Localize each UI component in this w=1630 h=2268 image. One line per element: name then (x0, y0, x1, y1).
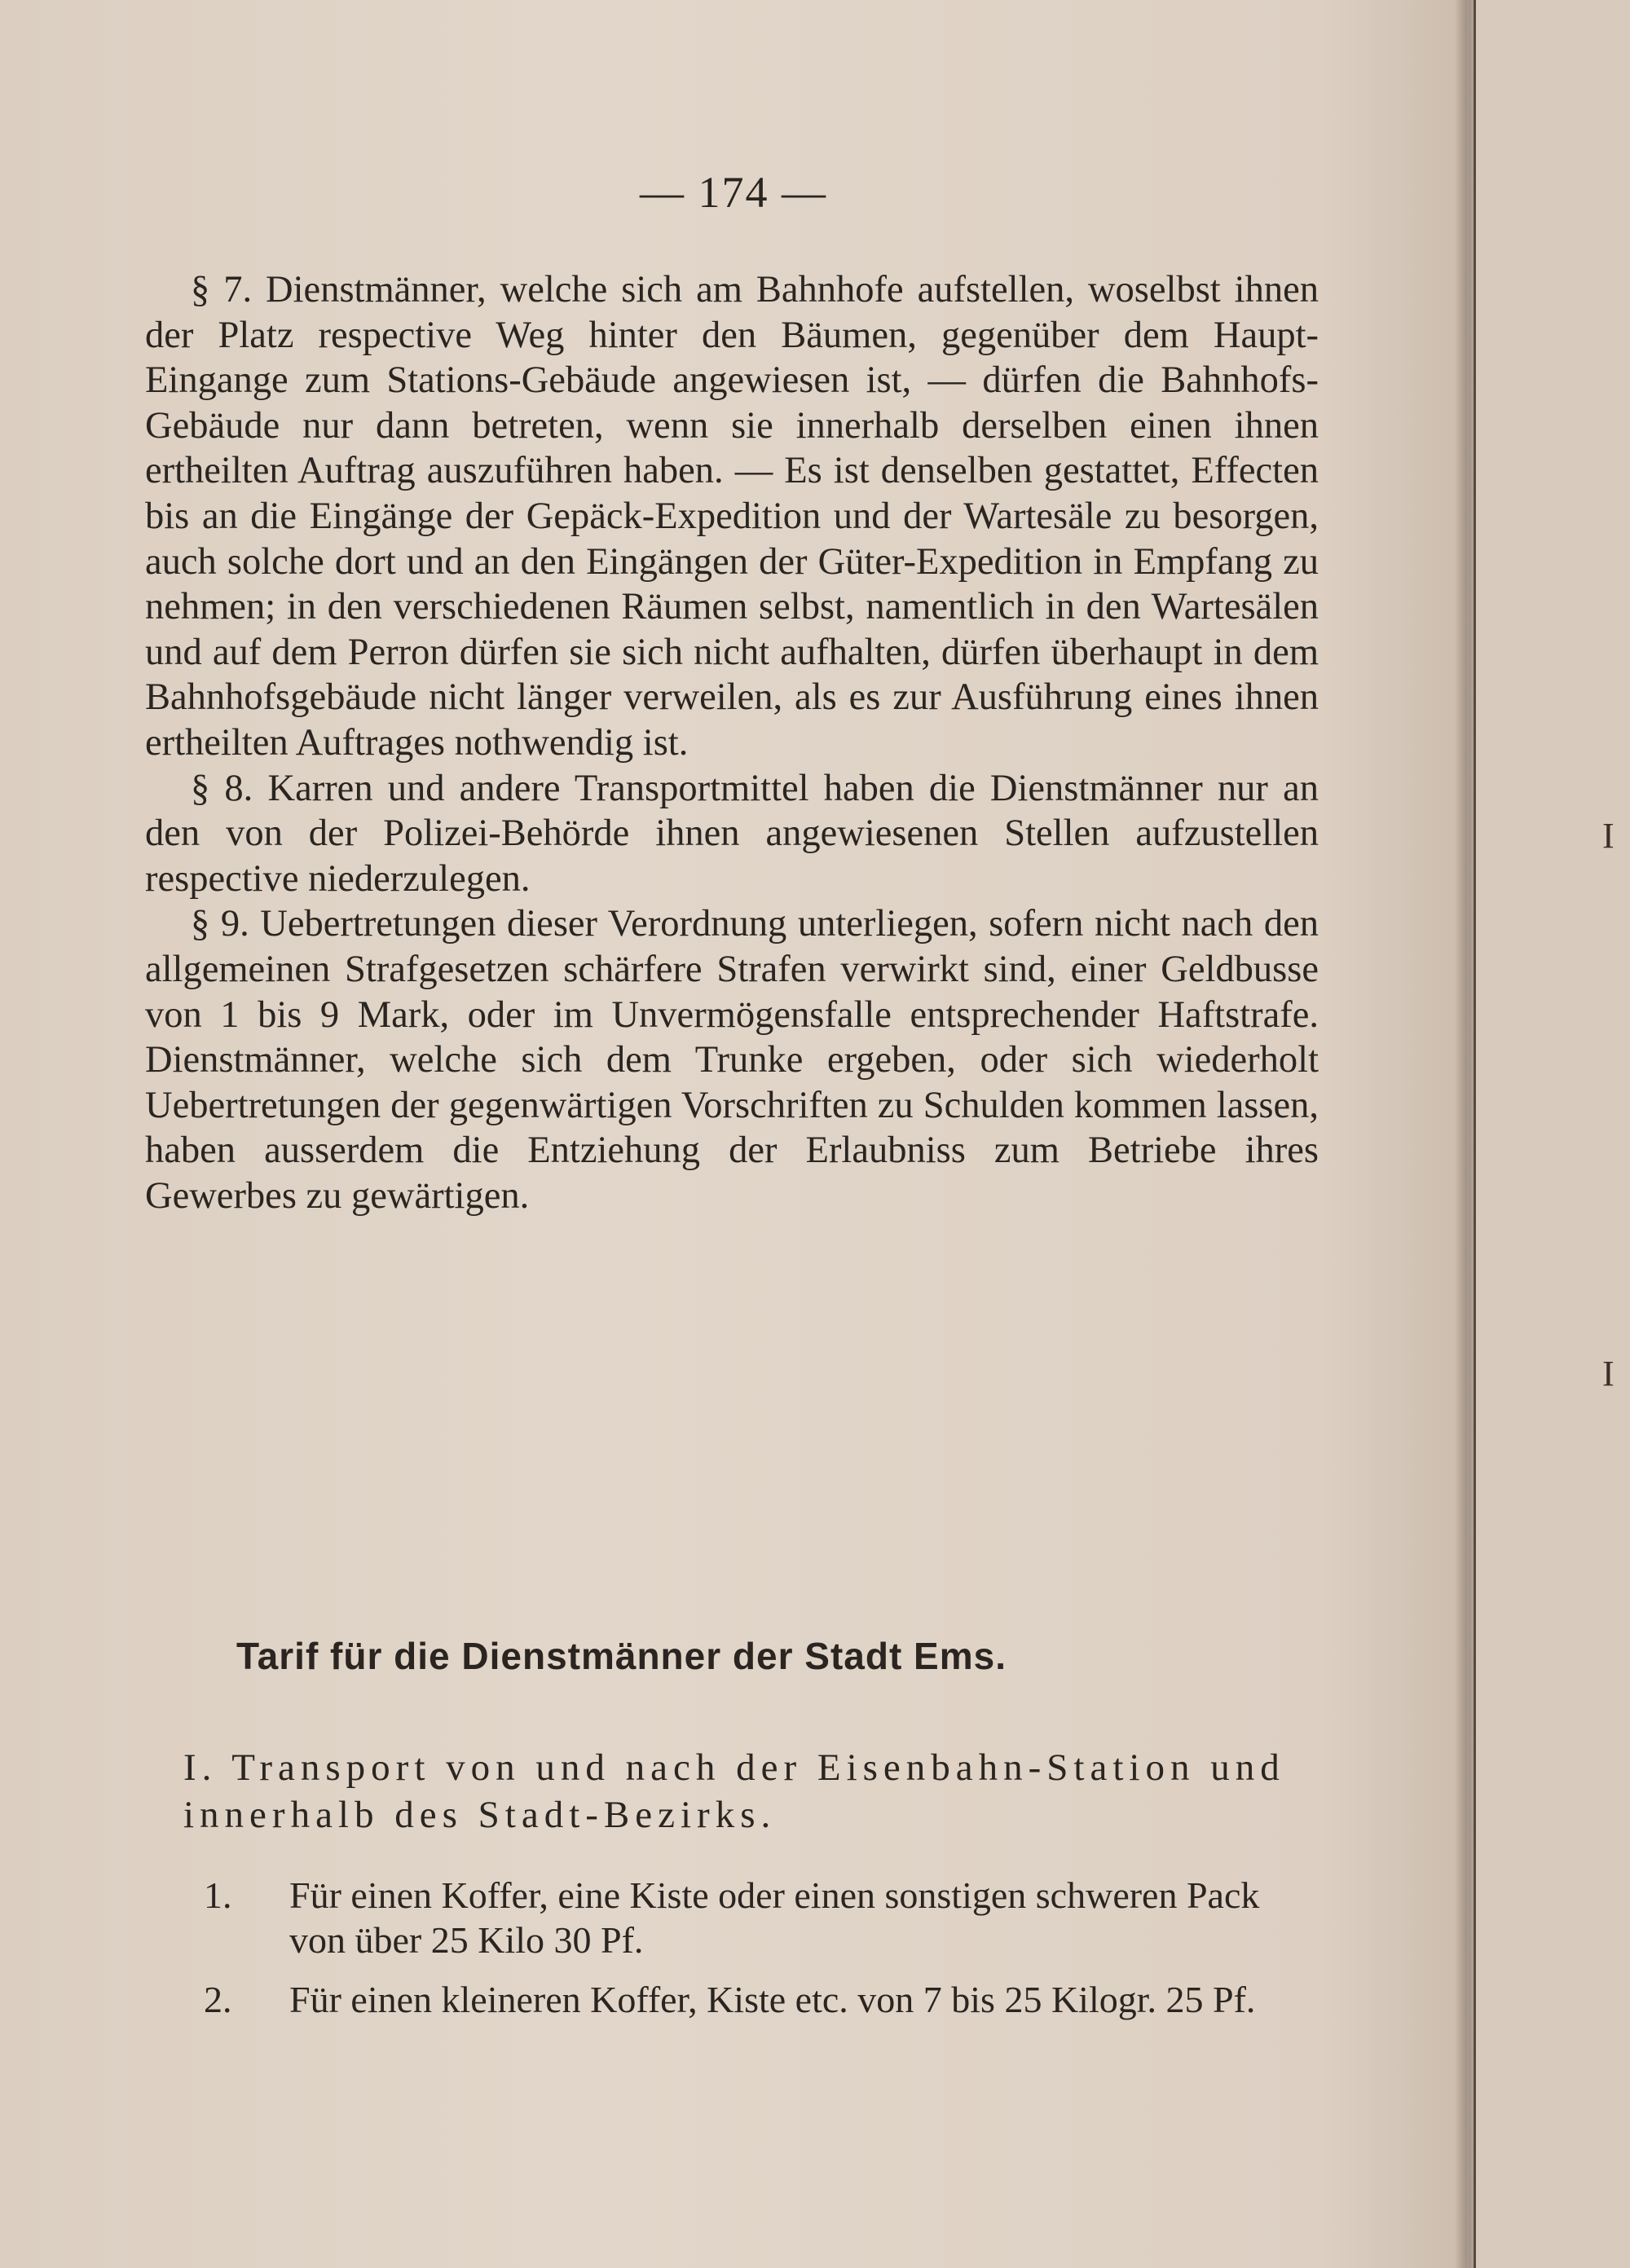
tariff-item (204, 1977, 1320, 2022)
regulation-text (145, 267, 1319, 1218)
adjacent-page-edge (1474, 0, 1630, 2268)
tariff-item-text: Für einen Koffer, eine Kiste oder einen sonstigen schweren Pack von über 25 Kilo 30 Pf. (289, 1874, 1260, 1961)
tariff-item-number: 1. (204, 1874, 232, 1916)
tariff-items (204, 1873, 1320, 2037)
paragraph-8: § 8. Karren und andere Transportmittel haben die Dienstmänner nur an den von der Polizei-Behörde ihnen angewiesenen Stellen aufzustellen respective niederzulegen. (145, 767, 1319, 900)
tariff-item-text: Für einen kleineren Koffer, Kiste etc. von 7 bis 25 Kilogr. 25 Pf. (289, 1979, 1256, 2020)
tariff-item (204, 1873, 1320, 1962)
margin-glyph: I (1602, 816, 1615, 856)
margin-glyph: I (1602, 1354, 1615, 1394)
page-number: — 174 — (640, 168, 827, 217)
tariff-section-title: I. Transport von und nach der Eisenbahn-Station und innerhalb des Stadt-Bezirks. (183, 1746, 1285, 1836)
paragraph-7: § 7. Dienstmänner, welche sich am Bahnhofe aufstellen, woselbst ihnen der Platz respective Weg hinter den Bäumen, gegenüber dem Haupt-Eingange zum Stations-Gebäude angewiesen ist, — dürfen die Bahnhofs-Gebäude nur dann betreten, wenn sie innerhalb derselben einen ihnen ertheilten Auftrag auszuführen haben. — Es ist denselben gestattet, Effecten bis an die Eingänge der Gepäck-Expedition und der Wartesäle zu besorgen, auch solche dort und an den Eingängen der Güter-Expedition in Empfang zu nehmen; in den verschiedenen Räumen selbst, namentlich in den Wartesälen und auf dem Perron dürfen sie sich nicht aufhalten, dürfen überhaupt in dem Bahnhofsgebäude nicht länger verweilen, als es zur Ausführung eines ihnen ertheilten Auftrages nothwendig ist. (145, 269, 1319, 764)
tariff-item-number: 2. (204, 1979, 232, 2020)
paragraph-9: § 9. Uebertretungen dieser Verordnung unterliegen, sofern nicht nach den allgemeinen Strafgesetzen schärfere Strafen verwirkt sind, einer Geldbusse von 1 bis 9 Mark, oder im Unvermögensfalle entsprechender Haftstrafe. Dienstmänner, welche sich dem Trunke ergeben, oder sich wiederholt Uebertretungen der gegenwärtigen Vorschriften zu Schulden kommen lassen, haben ausserdem die Entziehung der Erlaubniss zum Betriebe ihres Gewerbes zu gewärtigen. (145, 903, 1319, 1217)
tariff-heading: Tarif für die Dienstmänner der Stadt Ems. (236, 1635, 1007, 1677)
